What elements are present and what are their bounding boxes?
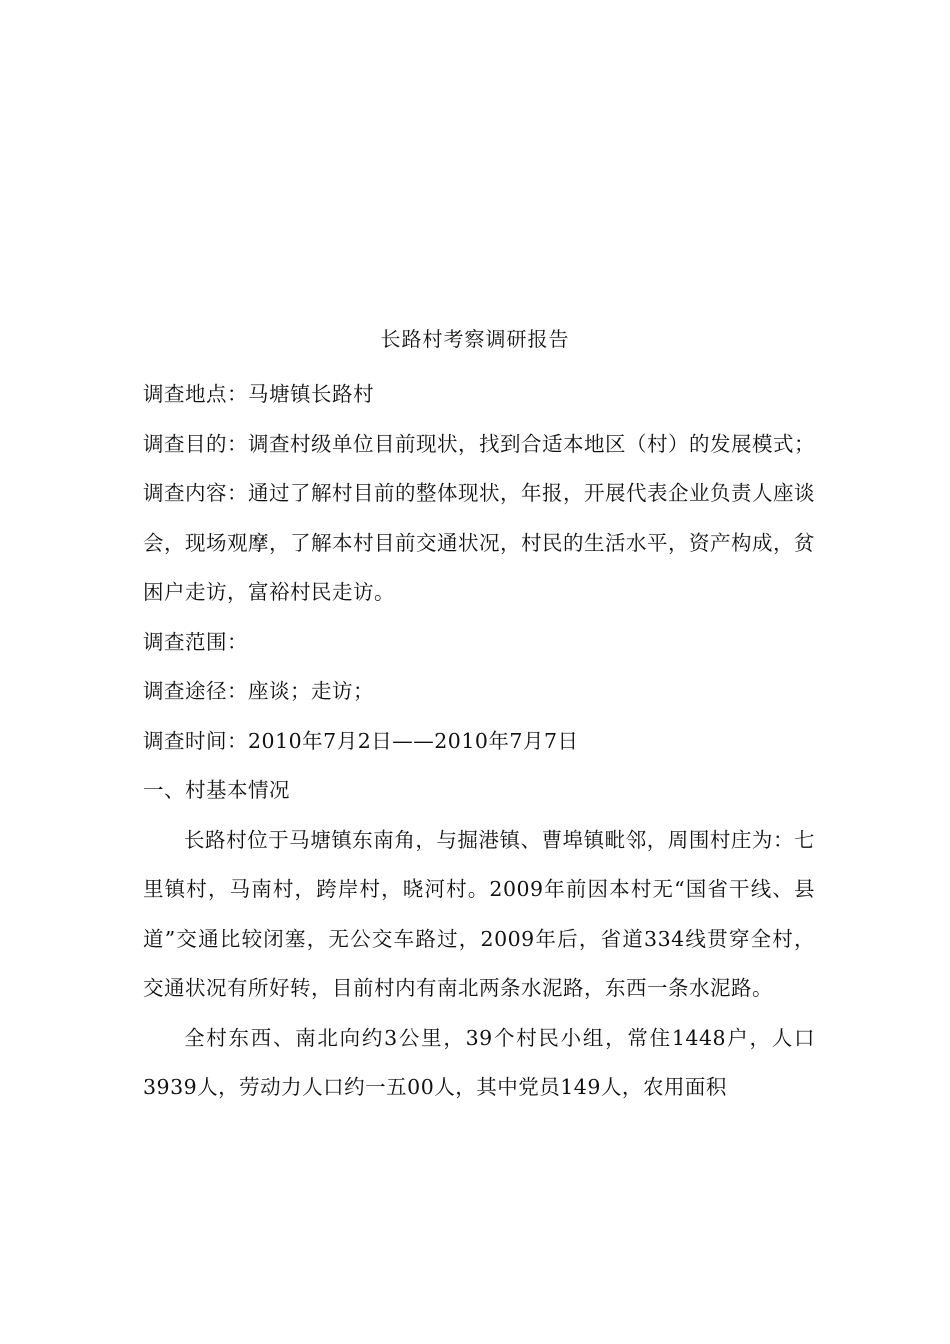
survey-time-label: 调查时间： bbox=[143, 728, 248, 753]
survey-purpose-label: 调查目的： bbox=[143, 431, 248, 456]
section-heading: 一、村基本情况 bbox=[143, 778, 290, 802]
survey-time-line bbox=[143, 717, 815, 767]
survey-purpose-value: 调查村级单位目前现状，找到合适本地区（村）的发展模式； bbox=[248, 431, 815, 456]
survey-content-line bbox=[143, 469, 815, 618]
survey-method-value: 座谈；走访； bbox=[248, 679, 374, 703]
survey-time-value: 2010年7月2日——2010年7月7日 bbox=[248, 728, 579, 753]
survey-location-value: 马塘镇长路村 bbox=[248, 382, 374, 406]
survey-content-value: 通过了解村目前的整体现状，年报，开展代表企业负责人座谈会，现场观摩，了解本村目前交通状况，村民的生活水平，资产构成，贫困户走访，富裕村民走访。 bbox=[143, 481, 815, 604]
survey-scope-line bbox=[143, 618, 815, 668]
survey-method-label: 调查途径： bbox=[143, 679, 248, 703]
document-body bbox=[143, 370, 815, 1113]
document-title: 长路村考察调研报告 bbox=[380, 327, 570, 351]
survey-method-line bbox=[143, 667, 815, 717]
body-paragraph: 长路村位于马塘镇东南角，与掘港镇、曹埠镇毗邻，周围村庄为：七里镇村，马南村，跨岸村，晓河村。2009年前因本村无“国省干线、县道”交通比较闭塞，无公交车路过，2009年后，省道334线贯穿全村，交通状况有所好转，目前村内有南北两条水泥路，东西一条水泥路。 bbox=[143, 827, 815, 1000]
survey-content-label: 调查内容： bbox=[143, 481, 248, 505]
body-paragraph: 全村东西、南北向约3公里，39个村民小组，常住1448户，人口3939人，劳动力人口约一五00人，其中党员149人，农用面积 bbox=[143, 1025, 815, 1099]
survey-purpose-line bbox=[143, 420, 815, 470]
survey-location-line bbox=[143, 370, 815, 420]
survey-scope-label: 调查范围： bbox=[143, 629, 248, 654]
survey-location-label: 调查地点： bbox=[143, 382, 248, 406]
